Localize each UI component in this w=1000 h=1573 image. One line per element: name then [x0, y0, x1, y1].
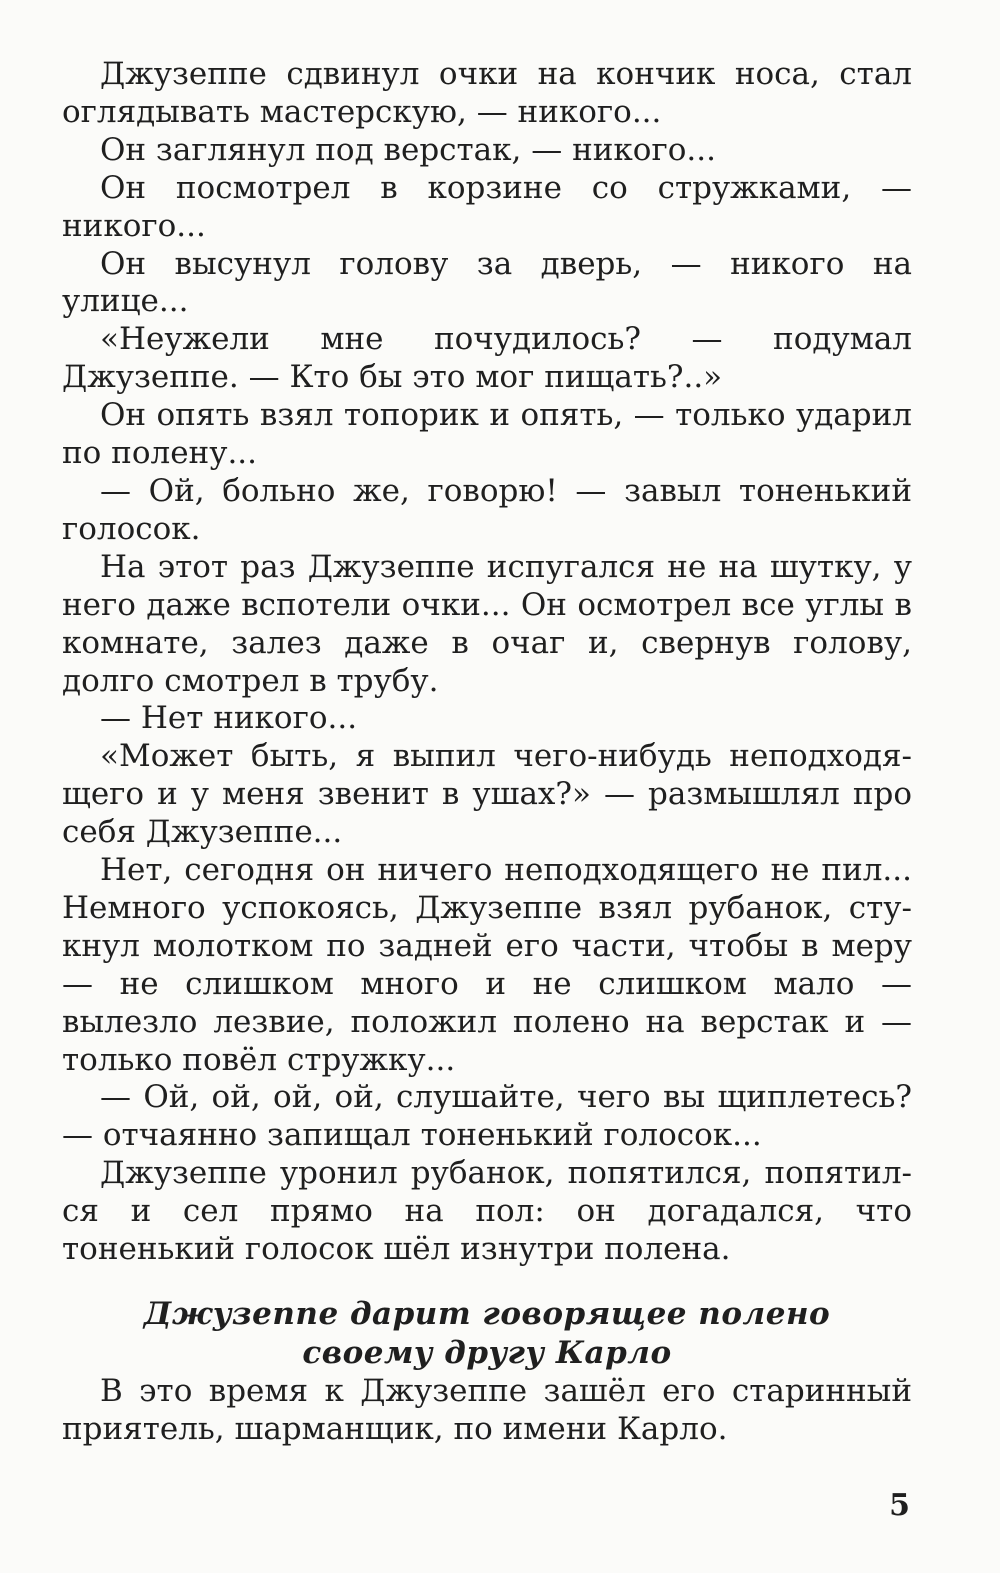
- chapter-heading: [62, 1295, 912, 1373]
- paragraph: — Ой, ой, ой, ой, слушайте, чего вы щиплетесь? — отчаянно запищал тоненький голосок...: [62, 1079, 912, 1154]
- paragraph: — Ой, больно же, говорю! — завыл тоненький голосок.: [62, 472, 912, 547]
- paragraph: Джузеппе сдвинул очки на кончик носа, стал оглядывать мастерскую, — никого...: [62, 56, 912, 130]
- paragraph: — Нет никого...: [100, 700, 358, 737]
- chapter-heading-line-2: своему другу Карло: [302, 1335, 672, 1371]
- page-number: 5: [889, 1488, 910, 1523]
- paragraph: На этот раз Джузеппе испугался не на шутку, у него даже вспотели очки... Он осмотрел все углы в комнате, залез даже в очаг и, свернув голову, долго смотрел в трубу.: [62, 548, 912, 699]
- paragraph: В это время к Джузеппе зашёл его старинный приятель, шарманщик, по имени Карло.: [62, 1373, 912, 1447]
- paragraph: Он посмотрел в корзине со стружками, — никого...: [62, 169, 912, 244]
- paragraph: Он высунул голову за дверь, — никого на улице...: [62, 245, 912, 320]
- paragraph: Нет, сегодня он ничего неподходящего не пил... Немного успокоясь, Джузеппе взял рубанок, стукнул молотком по задней его части, чтобы в меру — не слишком много и не слишком мало — вылезло лезвие, положил полено на верстак и — только повёл стружку...: [62, 852, 912, 1078]
- paragraph: Он опять взял топорик и опять, — только ударил по полену...: [62, 397, 912, 472]
- paragraph: Он заглянул под верстак, — никого...: [100, 131, 716, 168]
- paragraph: Джузеппе уронил рубанок, попятился, попятился и сел прямо на пол: он догадался, что тоненький голосок шёл изнутри полена.: [62, 1155, 912, 1268]
- main-text: [62, 56, 912, 1449]
- paragraph: «Может быть, я выпил чего-нибудь неподходящего и у меня звенит в ушах?» — размышлял про себя Джузеппе...: [62, 738, 912, 851]
- paragraph: «Неужели мне почудилось? — подумал Джузеппе. — Кто бы это мог пищать?..»: [62, 321, 912, 396]
- chapter-heading-line-1: Джузеппе дарит говорящее полено: [143, 1296, 831, 1332]
